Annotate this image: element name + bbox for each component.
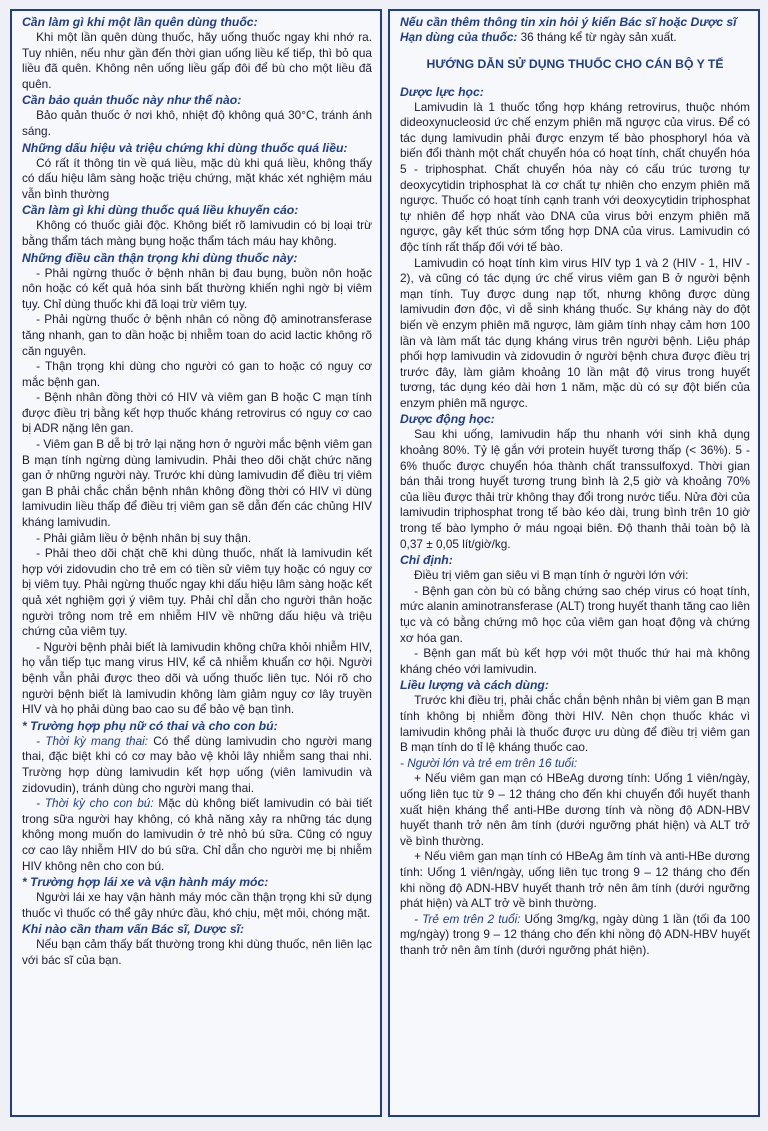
dosage-text: Trước khi điều trị, phải chắc chắn bệnh nhân bị viêm gan B mạn tính không bị nhiễm đồng thời HIV. Nên chọn thuốc khác vì lamivudin không phải là thuốc được ưu dùng để điều trị viêm gan B mạn tính do tỉ lệ kháng thuốc cao. — [400, 693, 750, 755]
missed-dose-text: Khi một lần quên dùng thuốc, hãy uống thuốc ngay khi nhớ ra. Tuy nhiên, nếu như gần đến thời gian uống liều kế tiếp, thì bỏ qua liều đã quên. Không nên uống liều gấp đôi để bù cho một liều đã quên. — [22, 30, 372, 91]
precaution-item: - Phải ngừng thuốc ở bệnh nhân bị đau bụng, buồn nôn hoặc nôn hoặc có kết quả hóa sinh bất thường khiến nghi ngờ bị viêm tụy. Chỉ dùng thuốc khi đã loại trừ viêm tụy. — [22, 265, 372, 311]
storage-heading: Cần bảo quản thuốc này như thế nào: — [22, 93, 242, 108]
shelf-life-value: 36 tháng kể từ ngày sản xuất. — [517, 30, 677, 44]
more-info-heading: Nếu cần thêm thông tin xin hỏi ý kiến Bác sĩ hoặc Dược sĩ — [400, 15, 737, 29]
storage-text: Bảo quản thuốc ở nơi khô, nhiệt độ không quá 30°C, tránh ánh sáng. — [22, 108, 372, 138]
consult-heading: Khi nào cần tham vấn Bác sĩ, Dược sĩ: — [22, 922, 245, 937]
pharmacodynamics-heading: Dược lực học: — [400, 84, 484, 99]
shelf-life-label: Hạn dùng của thuốc: — [400, 30, 518, 44]
dosage-children-label: - Trẻ em trên 2 tuổi: — [414, 911, 521, 926]
pregnancy-heading: * Trường hợp phụ nữ có thai và cho con bú: — [22, 718, 278, 733]
precaution-item: - Thận trọng khi dùng cho người có gan to hoặc có nguy cơ mắc bệnh gan. — [22, 359, 372, 389]
indications-heading: Chỉ định: — [400, 553, 453, 568]
precaution-item: - Bệnh nhân đồng thời có HIV và viêm gan B hoặc C mạn tính được điều trị bằng kết hợp thuốc kháng retrovirus có nguy cơ cao bị ADR nặng lên gan. — [22, 390, 372, 436]
lactation-label: - Thời kỳ cho con bú: — [36, 796, 154, 811]
dosage-children-body: Uống 3mg/kg, ngày dùng 1 lần (tối đa 100 mg/ngày) trong 9 – 12 tháng cho đến khi nồng độ ADN-HBV huyết thanh trở nên âm tính (dưới ngưỡng phát hiện). — [400, 911, 751, 957]
overdose-symptoms-heading: Những dấu hiệu và triệu chứng khi dùng thuốc quá liều: — [22, 140, 348, 155]
shelf-life — [400, 30, 750, 46]
precautions-heading: Những điều cần thận trọng khi dùng thuốc này: — [22, 250, 298, 265]
indications-item: - Bệnh gan mất bù kết hợp với một thuốc thứ hai mà không kháng chéo với lamivudin. — [400, 646, 750, 676]
precaution-item: - Phải ngừng thuốc ở bệnh nhân có nồng độ aminotransferase tăng nhanh, gan to dần hoặc bị nhiễm toan do acid lactic không rõ căn nguyên. — [22, 312, 372, 358]
dosage-adults-subheading: - Người lớn và trẻ em trên 16 tuổi: — [400, 755, 578, 770]
dosage-item: + Nếu viêm gan mạn có HBeAg dương tính: Uống 1 viên/ngày, uống liên tục từ 9 – 12 tháng cho đến khi chuyển đổi huyết thanh xuất hiện kháng thể anti-HBe dương tính và nồng độ ADN-HBV huyết thanh trở nên âm tính (dưới ngưỡng phát hiện) và ALT trở về bình thường. — [400, 771, 750, 848]
precaution-item: - Người bệnh phải biết là lamivudin không chữa khỏi nhiễm HIV, họ vẫn tiếp tục mang virus HIV, kể cả nhiễm khuẩn cơ hội. Người bệnh vẫn phải được theo dõi và uống thuốc liên tục. Nói rõ cho người bệnh biết là lamivudin không làm giảm nguy cơ lây truyền HIV và họ phải dùng bao cao su để bảo vệ bạn tình. — [22, 639, 372, 717]
consult-text: Nếu bạn cảm thấy bất thường trong khi dùng thuốc, nên liên lạc với bác sĩ của bạn. — [22, 937, 372, 967]
driving-heading: * Trường hợp lái xe và vận hành máy móc: — [22, 875, 269, 890]
overdose-action-text: Không có thuốc giải độc. Không biết rõ lamivudin có bị loại trừ bằng thẩm tách màng bụng hoặc thẩm tách máu hay không. — [22, 218, 372, 248]
pregnancy-body: Có thể dùng lamivudin cho người mang thai, đặc biệt khi có cơ may bảo vệ khỏi lây nhiễm sang thai nhi. Trường hợp dùng lamivudin kết hợp uống (viên lamivudin và zidovudin), tránh dùng cho người mang thai. — [22, 733, 372, 795]
pregnancy-label: - Thời kỳ mang thai: — [36, 733, 149, 748]
pregnancy-text — [22, 734, 372, 796]
overdose-symptoms-text: Có rất ít thông tin về quá liều, mặc dù khi quá liều, không thấy có dấu hiệu lâm sàng hoặc triệu chứng, mặt khác xét nghiệm máu vẫn bình thường — [22, 155, 372, 201]
precaution-item: - Phải giảm liều ở bệnh nhân bị suy thận. — [36, 530, 252, 545]
indications-text: Điều trị viêm gan siêu vi B mạn tính ở người lớn với: — [414, 568, 689, 583]
lactation-text — [22, 796, 372, 874]
professional-guide-title: HƯỚNG DẪN SỬ DỤNG THUỐC CHO CÁN BỘ Y TẾ — [426, 56, 724, 71]
pharmacodynamics-text: Lamivudin có hoạt tính kìm virus HIV typ 1 và 2 (HIV - 1, HIV - 2), và cũng có tác dụng ức chế virus viêm gan B ở người bệnh mạn tính. Tuy được dung nạp tốt, nhưng không được dùng lamivudin đơn độc, vì dễ sinh kháng thuốc. Sự kháng này do đột biến về enzym phiên mã ngược, làm giảm tính nhạy cảm hơn 100 lần và làm mất tác dụng kháng virus trên người bệnh. Liệu pháp phối hợp lamivudin và zidovudin ở người bệnh chưa được điều trị trước đây, làm giảm khoảng 10 lần mật độ virus trong huyết tương, tác dụng kéo dài hơn 1 năm, mặc dù có sự đột biến của enzym phiên mã ngược. — [400, 255, 750, 410]
right-column — [388, 9, 760, 1117]
missed-dose-heading: Cần làm gì khi một lần quên dùng thuốc: — [22, 15, 258, 29]
precaution-item: - Phải theo dõi chặt chẽ khi dùng thuốc, nhất là lamivudin kết hợp với zidovudin cho trẻ em có tiền sử viêm tụy hoặc có nguy cơ bị viêm tụy. Phải ngừng thuốc ngay khi dấu hiệu lâm sàng hoặc kết quả xét nghiệm gợi ý viêm tụy. Phải chỉ dẫn cho người thân hoặc người trông nom trẻ em nhiễm HIV về những dấu hiệu và triệu chứng của viêm tụy. — [22, 546, 373, 639]
dosage-item: + Nếu viêm gan mạn tính có HBeAg âm tính và anti-HBe dương tính: Uống 1 viên/ngày, uống liên tục trong 9 – 12 tháng cho đến khi nồng độ ADN-HBV huyết thanh trở nên âm tính (dưới ngưỡng phát hiện) và ALT trở về bình thường. — [400, 849, 750, 911]
left-column — [10, 9, 382, 1117]
driving-text: Người lái xe hay vận hành máy móc cần thận trọng khi sử dụng thuốc vì thuốc có thể gây nhức đầu, khó chịu, mệt mỏi, chóng mặt. — [22, 890, 372, 920]
pharmacokinetics-text: Sau khi uống, lamivudin hấp thu nhanh với sinh khả dụng khoảng 80%. Tỷ lệ gắn với protein huyết tương thấp (< 36%). 5 - 6% thuốc được chuyển hóa thành chất transsulfoxyd. Thời gian bán thải trong huyết tương trung bình là 2,5 giờ và khoảng 70% của liều được thải trừ không thay đổi trong nước tiểu. Nửa đời của lamivudin triphosphat trong tế bào kéo dài, trung bình trên 10 giờ trong tế bào lympho ở máu ngoại biên. Độ thanh thải toàn bộ là 0,37 ± 0,05 lít/giờ/kg. — [400, 427, 750, 551]
dosage-heading: Liều lượng và cách dùng: — [400, 678, 549, 693]
precaution-item: - Viêm gan B dễ bị trở lại nặng hơn ở người mắc bệnh viêm gan B mạn tính ngừng dùng lamivudin. Phải theo dõi chặt chức năng gan ở những người này. Trước khi dùng lamivudin để điều trị viêm gan B phải chắc chắn bệnh nhân không đồng thời có HIV vì dùng lamivudin liều thấp để điều trị viêm gan sẽ dẫn đến các chủng HIV kháng lamivudin. — [22, 437, 372, 530]
pharmacodynamics-text: Lamivudin là 1 thuốc tổng hợp kháng retrovirus, thuộc nhóm dideoxynucleosid ức chế enzym phiên mã ngược của virus. Để có tác dụng lamivudin phải được enzym tế bào phosphoryl hóa và biến đổi thành một chất chuyển hóa có hoạt tính, chất chuyển hóa 5 - triphosphat. Chất chuyển hóa này có cấu trúc tương tự deoxycytidin triphosphat là cơ chất tự nhiên cho enzym phiên mã ngược. Thuốc có hoạt tính cạnh tranh với deoxycytidin triphosphat tự nhiên để hợp nhất vào DNA của virus bởi enzym phiên mã ngược, gây kết thúc sớm tổng hợp DNA của virus. Lamivudin có độc tính rất thấp đối với tế bào. — [400, 99, 750, 254]
indications-item: - Bệnh gan còn bù có bằng chứng sao chép virus có hoạt tính, mức alanin aminotransferase (ALT) trong huyết thanh tăng cao liên tục và có bằng chứng mô học của viêm gan hoạt động và chứng xơ hóa gan. — [400, 583, 750, 645]
pharmacokinetics-heading: Dược động học: — [400, 412, 495, 427]
lactation-body: Mặc dù không biết lamivudin có bài tiết trong sữa người hay không, có khả năng xảy ra những tác dụng không mong muốn do lamivudin ở trẻ nhỏ bú sữa. Cũng có nguy cơ cao lây nhiễm HIV do bú sữa. Chỉ dẫn cho người mẹ bị nhiễm HIV không nên cho con bú. — [22, 796, 373, 873]
overdose-action-heading: Cần làm gì khi dùng thuốc quá liều khuyến cáo: — [22, 203, 299, 218]
dosage-children — [400, 912, 750, 959]
